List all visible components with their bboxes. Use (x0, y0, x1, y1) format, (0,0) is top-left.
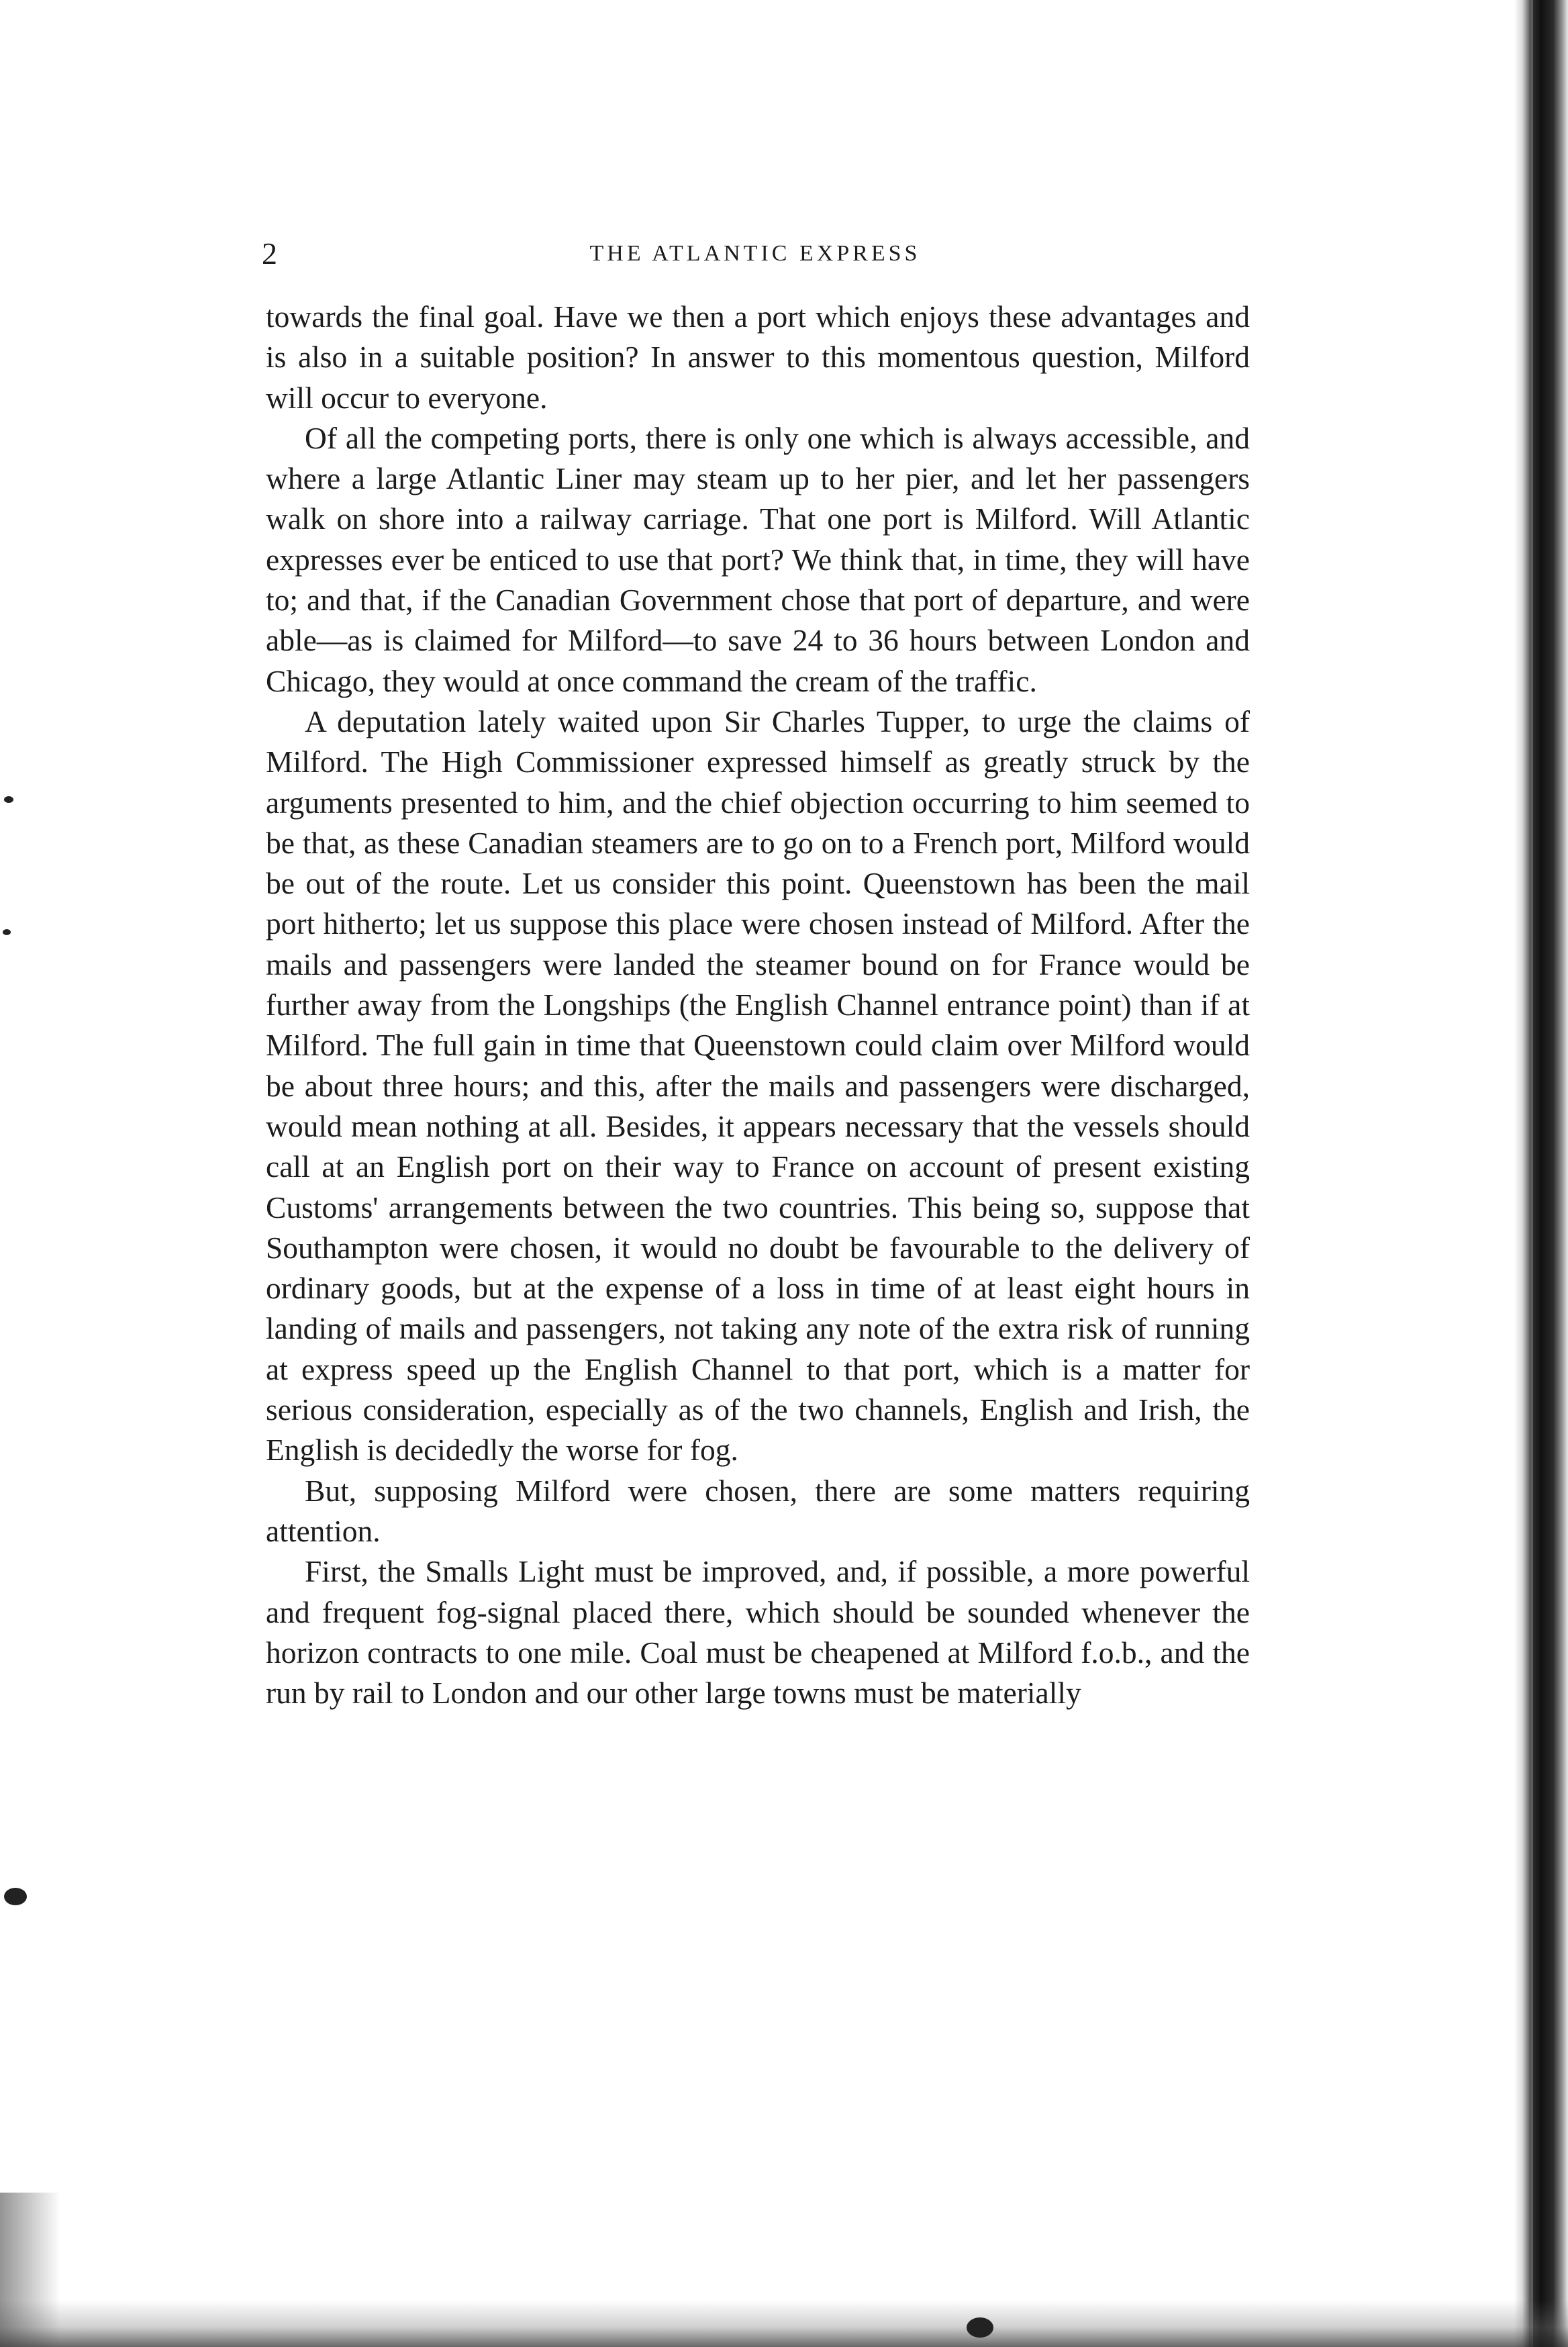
page-binding-line (1529, 0, 1533, 2347)
paragraph: towards the final goal. Have we then a port which enjoys these advantages and is also in a suitable position? In answer to this momentous question, Milford will occur to everyone. (266, 299, 1250, 415)
running-title: THE ATLANTIC EXPRESS (589, 241, 921, 266)
page-header (262, 234, 1248, 274)
paragraph: A deputation lately waited upon Sir Charles Tupper, to urge the claims of Milford. The High Commissioner expressed himself as greatly struck by the arguments presented to him, and the chief objection occurring to him seemed to be that, as these Canadian steamers are to go on to a French port, Milford would be out of the route. Let us consider this point. Queenstown has been the mail port hitherto; let us suppose this place were chosen instead of Milford. After the mails and passengers were landed the steamer bound on for France would be further away from the Longships (the English Channel entrance point) than if at Milford. The full gain in time that Queenstown could claim over Milford would be about three hours; and this, after the mails and passengers were discharged, would mean nothing at all. Besides, it appears necessary that the vessels should call at an English port on their way to France on account of present existing Customs' arrangements between the two countries. This being so, suppose that Southampton were chosen, it would no doubt be favourable to the delivery of ordinary goods, but at the expense of a loss in time of at least eight hours in landing of mails and passengers, not taking any note of the extra risk of running at express speed up the English Channel to that port, which is a matter for serious consideration, especially as of the two channels, English and Irish, the English is decidedly the worse for fog. (266, 704, 1250, 1468)
scan-speck (4, 796, 13, 803)
page-corner-shadow (0, 2193, 60, 2347)
paragraph: But, supposing Milford were chosen, there are some matters requiring attention. (266, 1473, 1250, 1548)
scan-speck (4, 1888, 27, 1905)
scan-speck (967, 2317, 993, 2338)
page-bottom-shadow (0, 2300, 1568, 2347)
page-number: 2 (262, 236, 277, 271)
paragraph: First, the Smalls Light must be improved, and, if possible, a more powerful and frequent fog-signal placed there, which should be sounded whenever the horizon contracts to one mile. Coal must be cheapened at Milford f.o.b., and the run by rail to London and our other large towns must be materially (266, 1554, 1250, 1711)
scan-speck (3, 929, 11, 935)
page-edge-shadow (1440, 0, 1568, 2347)
paragraph: Of all the competing ports, there is only one which is always accessible, and where a large Atlantic Liner may steam up to her pier, and let her passengers walk on shore into a railway carriage. That one port is Milford. Will Atlantic expresses ever be enticed to use that port? We think that, in time, they will have to; and that, if the Canadian Government chose that port of departure, and were able—as is claimed for Milford—to save 24 to 36 hours between London and Chicago, they would at once command the cream of the traffic. (266, 420, 1250, 698)
body-text (266, 297, 1250, 1713)
